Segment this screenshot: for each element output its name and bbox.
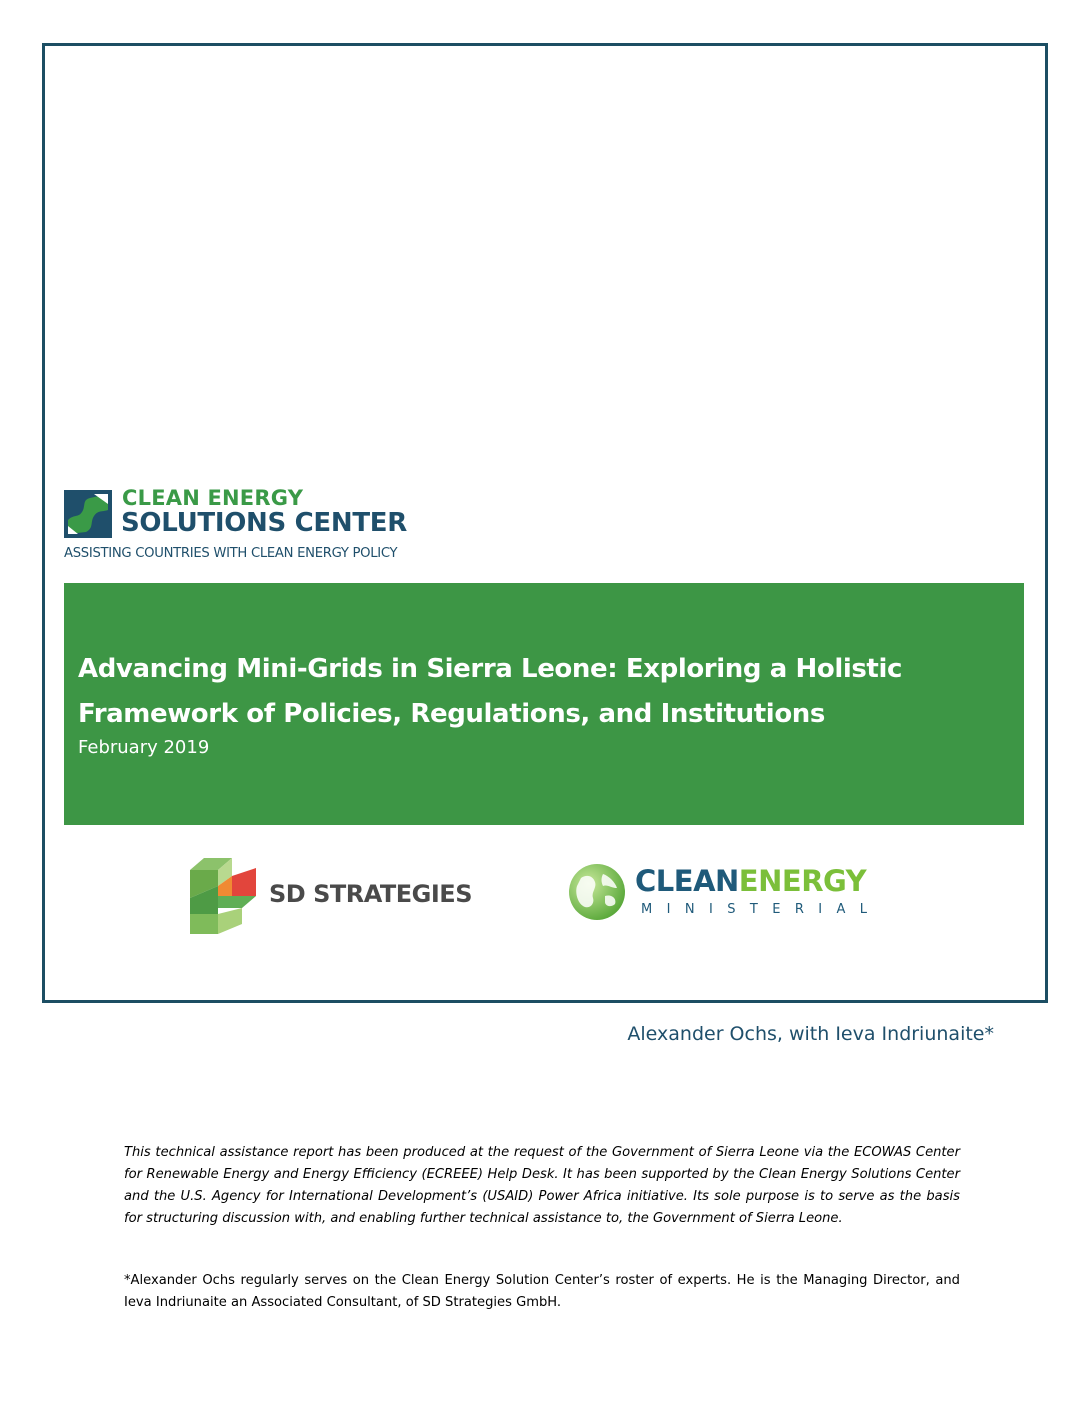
sd-strategies-logo [190,858,490,934]
author-footnote: *Alexander Ochs regularly serves on the Clean Energy Solution Center’s roster of experts. He is the Managing Director, and Ieva Indriunaite an Associated Consultant, of SD Strategies GmbH. [124,1273,960,1310]
title-banner [64,583,1024,825]
disclaimer-paragraph: This technical assistance report has been produced at the request of the Government of Sierra Leone via the ECOWAS Center for Renewable Energy and Energy Efficiency (ECREEE) Help Desk. It has been supported by the Clean Energy Solutions Center and the U.S. Agency for International Development’s (USAID) Power Africa initiative. Its sole purpose is to serve as the basis for structuring discussion with, and enabling further technical assistance to, the Government of Sierra Leone. [124,1145,960,1226]
globe-icon [567,862,627,922]
cem-logo [567,860,897,924]
cem-name-line2: MINISTERIAL [641,902,882,917]
cesc-leaf-square-icon [64,490,112,538]
report-authors: Alexander Ochs, with Ieva Indriunaite* [627,1023,994,1045]
report-title: Advancing Mini-Grids in Sierra Leone: Exploring a Holistic Framework of Policies, Regulations, and Institutions [78,654,902,729]
cesc-name-line2: SOLUTIONS CENTER [121,508,407,538]
cesc-tagline: ASSISTING COUNTRIES WITH CLEAN ENERGY POLICY [64,546,398,561]
cem-energy-text: ENERGY [738,864,867,898]
cesc-name-line1: CLEAN ENERGY [122,486,304,510]
sd-strategies-cube-icon [190,858,256,934]
cem-name-line1 [635,864,866,898]
report-date: February 2019 [78,737,210,758]
sd-strategies-name: SD STRATEGIES [269,880,472,908]
cesc-logo [64,486,484,566]
cem-clean-text: CLEAN [635,864,739,898]
